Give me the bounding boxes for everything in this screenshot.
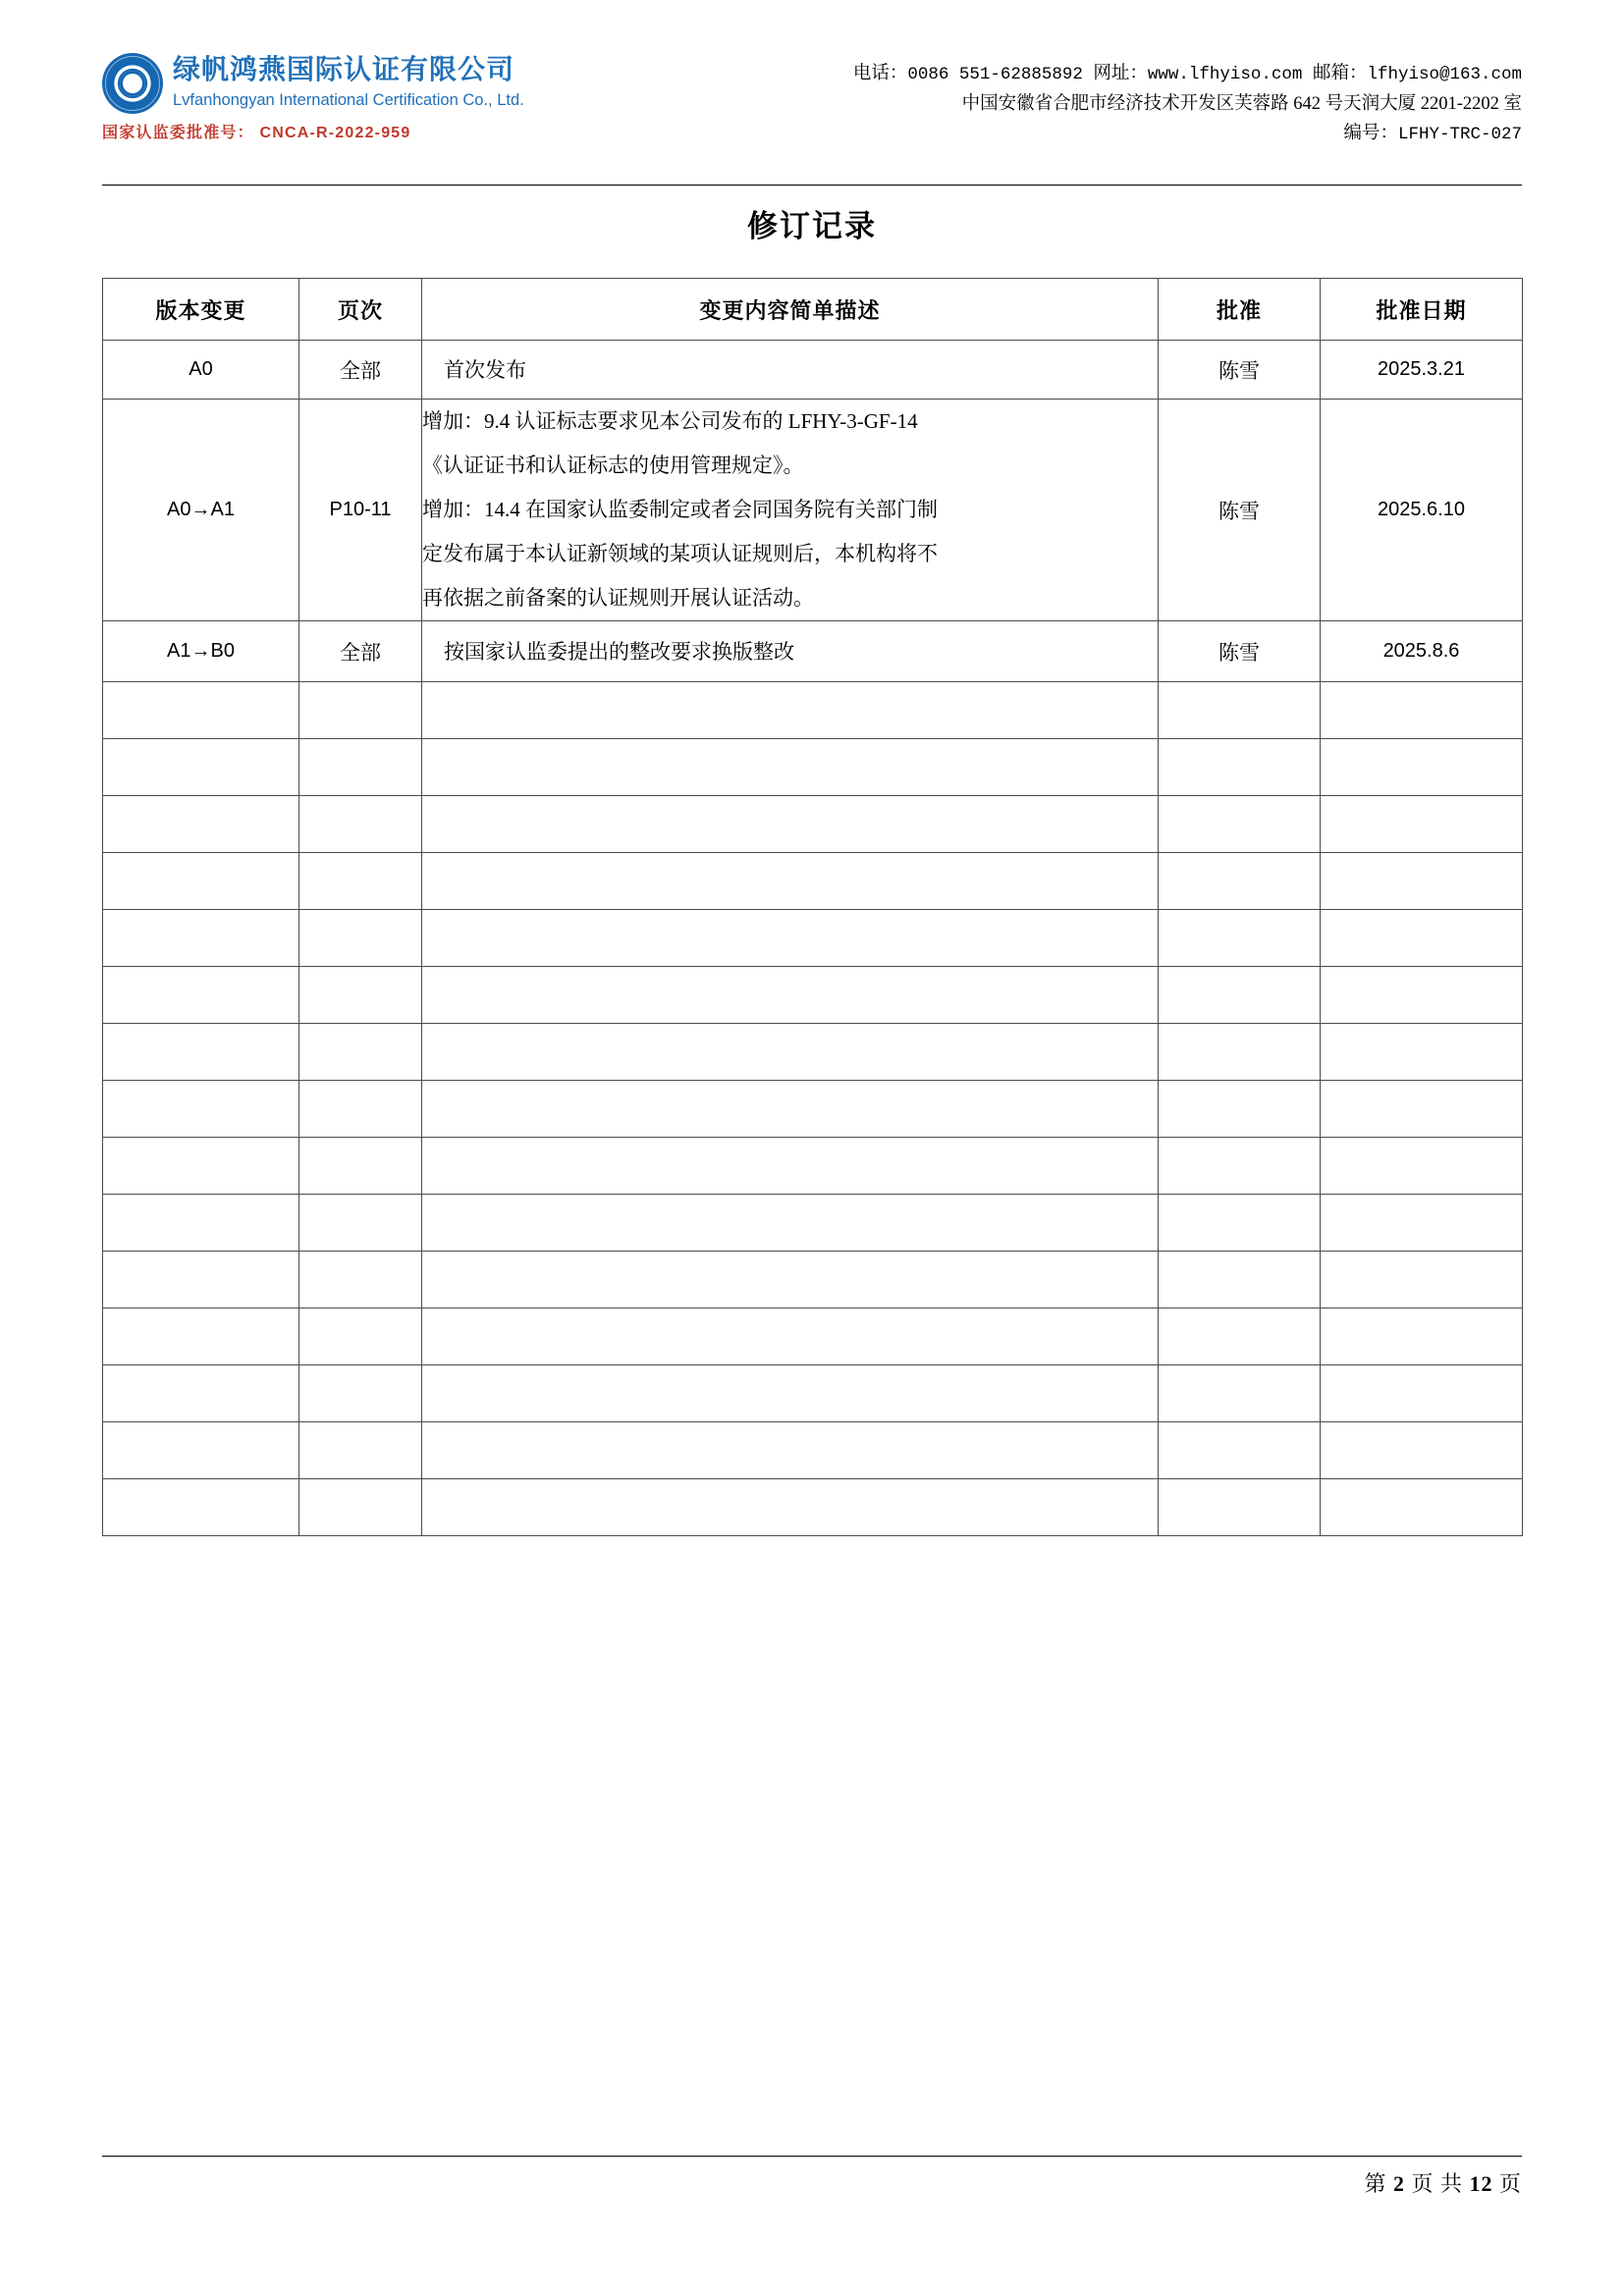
footer-page-middle: 页 共 — [1411, 2171, 1463, 2196]
cell-version-empty — [103, 1081, 299, 1138]
cell-description-empty — [422, 682, 1159, 739]
phone-value: 0086 551-62885892 — [907, 65, 1083, 84]
cell-approver: 陈雪 — [1159, 621, 1321, 682]
cell-approver-empty — [1159, 1422, 1321, 1479]
table-row-empty — [103, 967, 1523, 1024]
cell-page-empty — [299, 1252, 422, 1308]
cell-approver-empty — [1159, 967, 1321, 1024]
doc-no-label: 编号： — [1343, 124, 1398, 143]
table-row — [103, 621, 1523, 682]
cell-approver-empty — [1159, 1138, 1321, 1195]
company-name-en: Lvfanhongyan International Certification Co., Ltd. — [173, 91, 524, 109]
cell-page-empty — [299, 1479, 422, 1536]
cell-version-empty — [103, 1422, 299, 1479]
company-logo-block — [102, 51, 652, 142]
approval-number: 国家认监委批准号： CNCA-R-2022-959 — [102, 125, 411, 141]
cell-approver-empty — [1159, 1024, 1321, 1081]
cell-page: P10-11 — [299, 400, 422, 621]
description-line: 首次发布 — [444, 357, 526, 382]
cell-description-empty — [422, 1138, 1159, 1195]
cell-page-empty — [299, 1365, 422, 1422]
table-row-empty — [103, 853, 1523, 910]
cell-approver-empty — [1159, 1081, 1321, 1138]
cell-description-empty — [422, 967, 1159, 1024]
cell-description-empty — [422, 1195, 1159, 1252]
description-line: 定发布属于本认证新领域的某项认证规则后，本机构将不 — [422, 542, 938, 565]
cell-page-empty — [299, 739, 422, 796]
header-version: 版本变更 — [103, 279, 299, 341]
cell-date-empty — [1321, 1422, 1523, 1479]
cell-page-empty — [299, 853, 422, 910]
description-line: 《认证证书和认证标志的使用管理规定》。 — [422, 454, 804, 477]
cell-description-empty — [422, 796, 1159, 853]
header-page: 页次 — [299, 279, 422, 341]
cell-page-empty — [299, 1195, 422, 1252]
cell-date-empty — [1321, 739, 1523, 796]
logo-ring-decoration — [105, 56, 160, 111]
cell-page: 全部 — [299, 341, 422, 400]
email-value: lfhyiso@163.com — [1367, 65, 1522, 84]
cell-date-empty — [1321, 1308, 1523, 1365]
email-label: 邮箱： — [1312, 64, 1368, 83]
cell-version: A0→A1 — [103, 400, 299, 621]
page-title: 修订记录 — [747, 209, 877, 243]
footer-total-pages: 12 — [1469, 2171, 1493, 2196]
footer-divider — [102, 2156, 1522, 2157]
cell-approver-empty — [1159, 796, 1321, 853]
cell-description — [422, 341, 1159, 400]
table-header-row — [103, 279, 1523, 341]
cell-description-empty — [422, 1024, 1159, 1081]
cell-date-empty — [1321, 1365, 1523, 1422]
company-name-cn: 绿帆鸿燕国际认证有限公司 — [173, 55, 515, 85]
cell-page-empty — [299, 1081, 422, 1138]
table-row-empty — [103, 1081, 1523, 1138]
cell-approver-empty — [1159, 682, 1321, 739]
cell-approver-empty — [1159, 1365, 1321, 1422]
cell-version-empty — [103, 910, 299, 967]
cell-approver-empty — [1159, 1195, 1321, 1252]
table-row — [103, 341, 1523, 400]
table-row-empty — [103, 1479, 1523, 1536]
cell-approver-empty — [1159, 853, 1321, 910]
cell-description-empty — [422, 739, 1159, 796]
contact-line-phone-web-mail — [707, 59, 1522, 89]
cell-version-empty — [103, 1195, 299, 1252]
cell-page: 全部 — [299, 621, 422, 682]
cell-approver: 陈雪 — [1159, 341, 1321, 400]
cell-approver-empty — [1159, 1308, 1321, 1365]
cell-date-empty — [1321, 1024, 1523, 1081]
cell-version: A1→B0 — [103, 621, 299, 682]
footer-page-prefix: 第 — [1364, 2171, 1387, 2196]
revision-record-table — [102, 278, 1523, 1536]
cell-version-empty — [103, 1138, 299, 1195]
cell-description-empty — [422, 1365, 1159, 1422]
cell-date-empty — [1321, 967, 1523, 1024]
cell-version-empty — [103, 1024, 299, 1081]
cell-description-empty — [422, 1081, 1159, 1138]
empty-rows-body — [103, 682, 1523, 1536]
cell-date-empty — [1321, 1252, 1523, 1308]
table-row-empty — [103, 1138, 1523, 1195]
revision-table-wrapper — [102, 278, 1522, 1536]
cell-date-empty — [1321, 1138, 1523, 1195]
description-line: 增加：9.4 认证标志要求见本公司发布的 LFHY-3-GF-14 — [422, 409, 918, 433]
cell-date: 2025.3.21 — [1321, 341, 1523, 400]
header-divider — [102, 185, 1522, 186]
table-row-empty — [103, 1195, 1523, 1252]
cell-page-empty — [299, 967, 422, 1024]
cell-version-empty — [103, 1252, 299, 1308]
table-row-empty — [103, 910, 1523, 967]
cell-description-empty — [422, 910, 1159, 967]
cell-description — [422, 400, 1159, 621]
description-line: 增加：14.4 在国家认监委制定或者会同国务院有关部门制 — [422, 498, 938, 521]
cell-approver-empty — [1159, 1252, 1321, 1308]
doc-no-value: LFHY-TRC-027 — [1397, 125, 1522, 144]
table-row — [103, 400, 1523, 621]
cell-page-empty — [299, 1422, 422, 1479]
table-row-empty — [103, 1024, 1523, 1081]
phone-label: 电话： — [852, 64, 908, 83]
table-row-empty — [103, 1252, 1523, 1308]
table-row-empty — [103, 1422, 1523, 1479]
document-number-line — [707, 119, 1522, 149]
cell-version-empty — [103, 967, 299, 1024]
table-row-empty — [103, 739, 1523, 796]
cell-version-empty — [103, 1479, 299, 1536]
table-row-empty — [103, 796, 1523, 853]
page-header — [102, 51, 1522, 179]
company-logo-icon — [102, 53, 163, 114]
cell-version-empty — [103, 796, 299, 853]
table-row-empty — [103, 1308, 1523, 1365]
cell-version-empty — [103, 1365, 299, 1422]
description-line: 再依据之前备案的认证规则开展认证活动。 — [422, 586, 814, 610]
cell-page-empty — [299, 682, 422, 739]
cell-date: 2025.6.10 — [1321, 400, 1523, 621]
cell-date-empty — [1321, 853, 1523, 910]
cell-version: A0 — [103, 341, 299, 400]
cell-description-empty — [422, 853, 1159, 910]
cell-date: 2025.8.6 — [1321, 621, 1523, 682]
cell-date-empty — [1321, 910, 1523, 967]
cell-date-empty — [1321, 1081, 1523, 1138]
cell-date-empty — [1321, 796, 1523, 853]
cell-page-empty — [299, 1138, 422, 1195]
website-value: www.lfhyiso.com — [1147, 65, 1303, 84]
cell-version-empty — [103, 682, 299, 739]
footer-current-page: 2 — [1392, 2171, 1405, 2196]
cell-page-empty — [299, 910, 422, 967]
header-contact-block — [707, 51, 1522, 149]
table-row-empty — [103, 682, 1523, 739]
cell-approver: 陈雪 — [1159, 400, 1321, 621]
header-approval-date: 批准日期 — [1321, 279, 1523, 341]
cell-description-empty — [422, 1422, 1159, 1479]
footer-page-suffix: 页 — [1498, 2171, 1522, 2196]
table-row-empty — [103, 1365, 1523, 1422]
page-footer — [102, 2167, 1522, 2198]
cell-description-empty — [422, 1308, 1159, 1365]
cell-approver-empty — [1159, 910, 1321, 967]
cell-date-empty — [1321, 1195, 1523, 1252]
cell-date-empty — [1321, 1479, 1523, 1536]
cell-date-empty — [1321, 682, 1523, 739]
contact-address: 中国安徽省合肥市经济技术开发区芙蓉路 642 号天润大厦 2201-2202 室 — [961, 94, 1522, 114]
cell-version-empty — [103, 739, 299, 796]
cell-page-empty — [299, 1024, 422, 1081]
cell-approver-empty — [1159, 1479, 1321, 1536]
cell-version-empty — [103, 853, 299, 910]
cell-version-empty — [103, 1308, 299, 1365]
cell-approver-empty — [1159, 739, 1321, 796]
cell-description-empty — [422, 1479, 1159, 1536]
header-description: 变更内容简单描述 — [422, 279, 1159, 341]
cell-page-empty — [299, 1308, 422, 1365]
cell-page-empty — [299, 796, 422, 853]
description-line: 按国家认监委提出的整改要求换版整改 — [444, 639, 794, 664]
header-approval: 批准 — [1159, 279, 1321, 341]
website-label: 网址： — [1093, 64, 1148, 83]
cell-description — [422, 621, 1159, 682]
cell-description-empty — [422, 1252, 1159, 1308]
